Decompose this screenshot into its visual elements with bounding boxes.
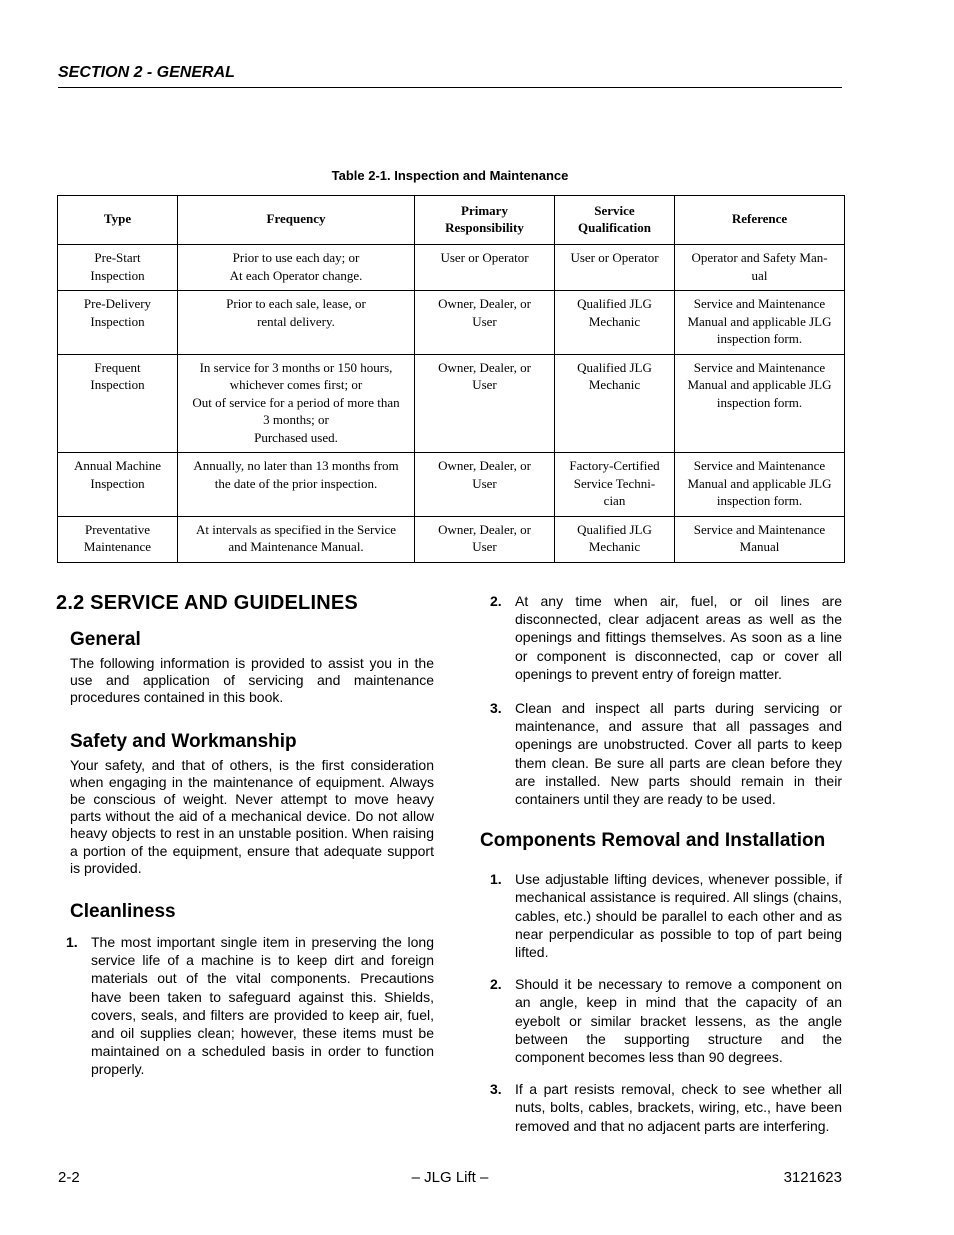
cell-reference (675, 354, 845, 453)
components-list (480, 870, 842, 1135)
cell-reference-line: Service and Maintenance (693, 458, 826, 473)
cell-frequency-line: At each Operator change. (229, 267, 363, 283)
header-type: Type (58, 196, 178, 245)
cell-type-line: Inspection (90, 377, 145, 392)
cell-qualification (555, 354, 675, 453)
cell-frequency-line: Out of service for a period of more than (192, 394, 400, 410)
cell-responsibility-line: User or Operator (440, 250, 529, 265)
cell-qualification-line: Mechanic (588, 539, 641, 554)
cell-reference-line: Service and Maintenance (693, 296, 826, 311)
header-responsibility (415, 196, 555, 245)
cell-frequency (178, 516, 415, 562)
cell-qualification (555, 245, 675, 291)
cell-responsibility-line: Owner, Dealer, or (438, 458, 531, 473)
cell-responsibility-line: Owner, Dealer, or (438, 521, 531, 537)
cleanliness-heading: Cleanliness (70, 901, 176, 923)
list-item-text: Clean and inspect all parts during servicing or maintenance, and assure that all passages and openings are unobstructed. Cover all parts to keep them clean. Be sure all parts are clean before they are installed. New parts should remain in their containers until they are ready to be used. (515, 700, 842, 808)
cell-frequency-line: At intervals as specified in the Service (196, 521, 396, 537)
cell-frequency-line: In service for 3 months or 150 hours, (199, 359, 393, 375)
list-item (480, 870, 842, 961)
header-qualification (555, 196, 675, 245)
table-row (58, 354, 845, 453)
cell-type-line: Annual Machine (73, 458, 161, 473)
list-item (56, 933, 434, 1079)
cell-type (58, 291, 178, 355)
page-number: 2-2 (58, 1169, 80, 1186)
cell-reference (675, 291, 845, 355)
list-item-text: The most important single item in preserving the long service life of a machine is to keep dirt and foreign materials out of the vital components. Precautions have been taken to safeguard against this. Shields, covers, seals, and filters are provided to keep air, fuel, and oil supplies clean; however, these items must be maintained on a scheduled basis in order to function properly. (91, 934, 434, 1078)
general-heading: General (70, 629, 141, 650)
cell-responsibility-line: User (472, 475, 497, 491)
cell-type-line: Pre-Start (94, 250, 141, 265)
section-header (58, 64, 842, 88)
list-item-number: 2. (490, 976, 502, 993)
section-title: 2.2 SERVICE AND GUIDELINES (56, 592, 358, 614)
list-item (480, 592, 842, 683)
cell-responsibility-line: Owner, Dealer, or (438, 296, 531, 311)
cell-reference-line: Manual and applicable JLG (687, 475, 832, 491)
cell-type-line: Inspection (90, 267, 145, 283)
list-item-number: 3. (490, 1081, 502, 1098)
cell-type-line: Preventative (85, 521, 150, 537)
cell-type-line: Inspection (90, 313, 145, 329)
cell-qualification-line: User or Operator (570, 250, 659, 265)
list-item (480, 699, 842, 808)
cell-frequency-line: whichever comes first; or (229, 377, 363, 392)
header-frequency: Frequency (178, 196, 415, 245)
safety-heading: Safety and Workmanship (70, 730, 297, 752)
cell-frequency-line: Purchased used. (254, 429, 338, 445)
cell-type-line: Maintenance (83, 539, 152, 554)
list-item-number: 3. (490, 700, 502, 717)
cell-qualification (555, 291, 675, 355)
cell-responsibility (415, 291, 555, 355)
cell-frequency (178, 245, 415, 291)
cell-type-line: Pre-Delivery (83, 296, 152, 311)
cell-type-line: Frequent (94, 359, 141, 375)
cell-reference-line: Manual and applicable JLG (687, 377, 832, 392)
list-item (480, 975, 842, 1066)
cell-qualification-line: Qualified JLG (577, 521, 652, 537)
cell-reference-line: Service and Maintenance (693, 359, 826, 375)
cell-frequency-line: Annually, no later than 13 months from (193, 458, 399, 473)
inspection-table (57, 195, 845, 563)
cell-responsibility-line: User (472, 539, 497, 554)
cell-type (58, 516, 178, 562)
header-reference: Reference (675, 196, 845, 245)
cell-responsibility (415, 516, 555, 562)
cell-qualification (555, 516, 675, 562)
cell-qualification-line: Service Techni- (573, 475, 656, 491)
cell-reference-line: Manual and applicable JLG (687, 313, 832, 329)
cell-qualification-line: Qualified JLG (577, 296, 652, 311)
cell-frequency-line: Prior to each sale, lease, or (226, 296, 366, 311)
table-row (58, 516, 845, 562)
list-item-number: 1. (490, 871, 502, 888)
cell-qualification (555, 453, 675, 517)
cell-responsibility (415, 245, 555, 291)
cell-reference-line: Operator and Safety Man- (691, 250, 828, 265)
section-header-text: SECTION 2 - GENERAL (58, 64, 235, 81)
right-column (480, 592, 842, 1149)
cell-frequency (178, 453, 415, 517)
cell-type (58, 354, 178, 453)
footer-brand: – JLG Lift – (411, 1169, 489, 1186)
cell-reference-line: ual (751, 267, 768, 283)
cell-frequency-line: and Maintenance Manual. (228, 539, 364, 554)
cell-type-line: Inspection (90, 475, 145, 491)
general-text: The following information is provided to assist you in the use and application of servicing and maintenance procedures contained in this book. (70, 655, 434, 706)
list-item-text: Should it be necessary to remove a component on an angle, keep in mind that the capacity of an eyebolt or similar bracket lessens, as the angle between the supporting structure and the component becomes less than 90 degrees. (515, 976, 842, 1066)
cell-reference-line: inspection form. (716, 331, 803, 346)
cleanliness-list-continued (480, 592, 842, 808)
cell-reference-line: Manual (739, 539, 780, 554)
left-column (56, 592, 434, 1093)
list-item-text: At any time when air, fuel, or oil lines are disconnected, clear adjacent areas as well as the openings and fittings themselves. As soon as a line or component is disconnected, cap or cover all openings to prevent entry of foreign matter. (515, 593, 842, 682)
list-item-number: 1. (66, 934, 78, 951)
table-title: Table 2-1. Inspection and Maintenance (331, 168, 569, 183)
header-responsibility-text: Primary Responsibility (445, 202, 524, 235)
header-qualification-text: Service Qualification (578, 202, 651, 235)
cell-responsibility (415, 453, 555, 517)
table-row (58, 245, 845, 291)
list-item (480, 1080, 842, 1135)
cell-qualification-line: Mechanic (588, 377, 641, 392)
cell-responsibility-line: User (472, 313, 497, 329)
cell-qualification-line: cian (603, 493, 626, 508)
cell-reference-line: Service and Maintenance (693, 521, 826, 537)
cell-frequency (178, 291, 415, 355)
cell-type (58, 245, 178, 291)
table-row (58, 291, 845, 355)
cell-qualification-line: Mechanic (588, 313, 641, 329)
cell-type (58, 453, 178, 517)
safety-text: Your safety, and that of others, is the first consideration when engaging in the maintenance of equipment. Always be conscious of weight. Never attempt to move heavy parts without the aid of a mechanical device. Do not allow heavy objects to rest in an unstable position. When raising a portion of the equipment, ensure that adequate support is provided. (70, 756, 434, 876)
cell-reference (675, 453, 845, 517)
components-heading: Components Removal and Installation (480, 830, 826, 852)
cell-reference (675, 245, 845, 291)
cell-reference (675, 516, 845, 562)
cell-frequency-line: Prior to use each day; or (232, 250, 360, 265)
cell-responsibility-line: Owner, Dealer, or (438, 359, 531, 375)
cleanliness-list (56, 933, 434, 1079)
table-row (58, 453, 845, 517)
cell-frequency (178, 354, 415, 453)
list-item-text: If a part resists removal, check to see whether all nuts, bolts, cables, brackets, wiring, etc., have been removed and that no adjacent parts are interfering. (515, 1081, 842, 1134)
cell-frequency-line: rental delivery. (257, 313, 335, 329)
cell-qualification-line: Qualified JLG (577, 359, 652, 375)
cell-reference-line: inspection form. (716, 394, 803, 410)
doc-number: 3121623 (783, 1169, 842, 1186)
list-item-text: Use adjustable lifting devices, whenever possible, if mechanical assistance is required. All slings (chains, cables, etc.) should be parallel to each other and as near perpendicular as possible to top of part being lifted. (515, 871, 842, 961)
cell-reference-line: inspection form. (716, 493, 803, 508)
cell-qualification-line: Factory-Certified (569, 458, 660, 473)
table-header-row (58, 196, 845, 245)
cell-responsibility (415, 354, 555, 453)
list-item-number: 2. (490, 593, 502, 609)
cell-frequency-line: the date of the prior inspection. (214, 475, 378, 491)
cell-frequency-line: 3 months; or (263, 412, 329, 427)
cell-responsibility-line: User (472, 377, 497, 392)
